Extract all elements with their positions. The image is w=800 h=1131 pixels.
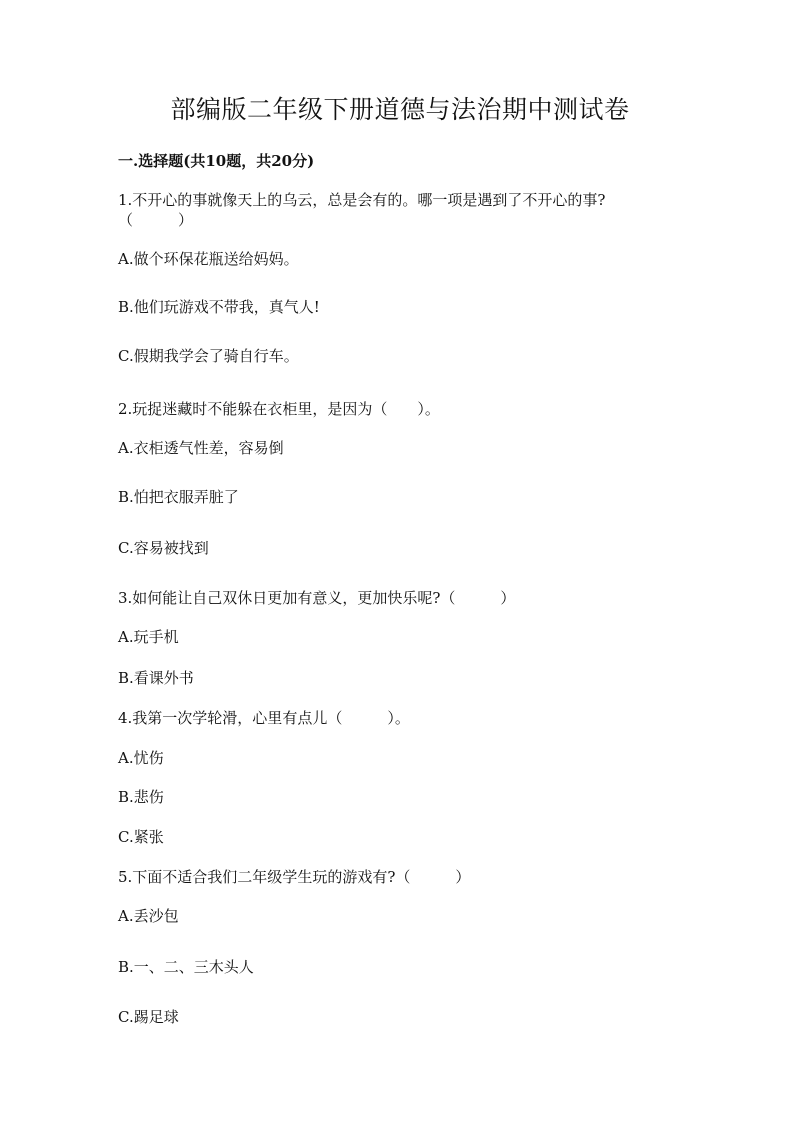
question-2-option-a: A.衣柜透气性差，容易倒 [118,439,284,457]
question-5-stem: 5.下面不适合我们二年级学生玩的游戏有?（ ） [118,868,471,886]
question-4-option-a: A.忧伤 [118,749,164,767]
question-1-option-c: C.假期我学会了骑自行车。 [118,347,299,365]
question-5-option-a: A.丢沙包 [118,907,179,925]
question-1-blank: （ ） [118,211,194,229]
question-2-option-b: B.怕把衣服弄脏了 [118,488,239,506]
question-1-option-b: B.他们玩游戏不带我，真气人! [118,298,320,316]
page-title: 部编版二年级下册道德与法治期中测试卷 [170,95,630,124]
question-2-option-c: C.容易被找到 [118,539,209,557]
question-4-stem: 4.我第一次学轮滑，心里有点儿（ ）。 [118,709,410,727]
question-4-option-c: C.紧张 [118,828,164,846]
question-2-stem: 2.玩捉迷藏时不能躲在衣柜里，是因为（ ）。 [118,400,440,418]
question-5-option-c: C.踢足球 [118,1008,179,1026]
question-1-option-a: A.做个环保花瓶送给妈妈。 [118,250,299,268]
question-3-stem: 3.如何能让自己双休日更加有意义，更加快乐呢?（ ） [118,589,516,607]
question-3-option-b: B.看课外书 [118,669,194,687]
question-5-option-b: B.一、二、三木头人 [118,958,254,976]
section-heading: 一.选择题(共10题，共20分) [118,152,315,170]
question-1-stem: 1.不开心的事就像天上的乌云，总是会有的。哪一项是遇到了不开心的事? [118,191,606,209]
question-3-option-a: A.玩手机 [118,628,179,646]
question-4-option-b: B.悲伤 [118,788,164,806]
